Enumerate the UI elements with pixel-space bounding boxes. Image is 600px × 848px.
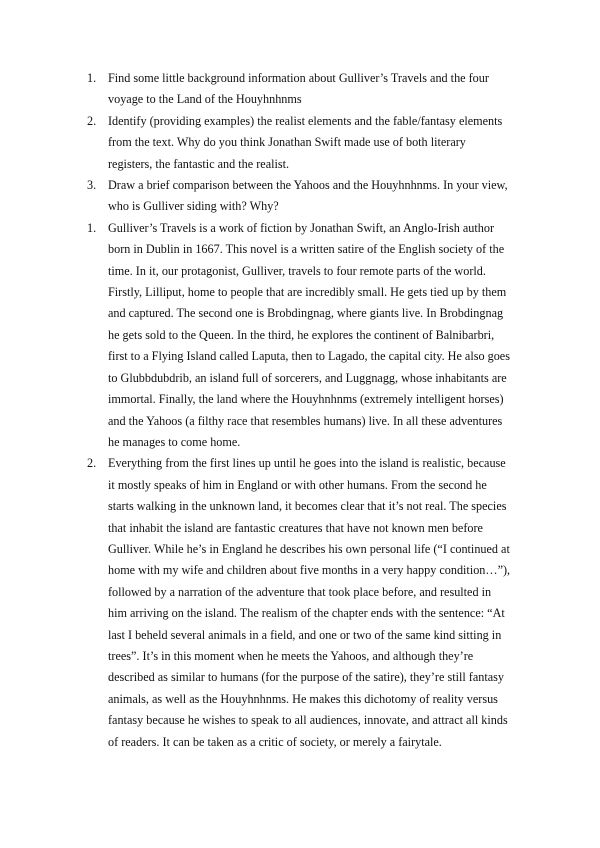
answer-text: Gulliver’s Travels is a work of fiction by Jonathan Swift, an Anglo-Irish author born in Dublin in 1667. This novel is a written satire of the English society of the time. In it, our protagonist, Gulliver, travels to four remote parts of the world. Firstly, Lilliput, home to people that are incredibly small. He gets tied up by them and captured. The second one is Brobdingnag, where giants live. In Brobdingnag he gets sold to the Queen. In the third, he explores the continent of Balnibarbri, first to a Flying Island called Laputa, then to Lagado, the capital city. He also goes to Glubbdubdrib, an island full of sorcerers, and Luggnagg, whose inhabitants are immortal. Finally, the land where the Houyhnhnms (extremely intelligent horses) and the Yahoos (a filthy race that resembles humans) live. In all these adventures he manages to come home.: [108, 220, 510, 449]
question-number: 2.: [87, 113, 97, 128]
question-item: [88, 68, 512, 111]
question-number: 3.: [87, 178, 97, 193]
answer-item: [88, 218, 512, 453]
question-text: Draw a brief comparison between the Yahoos and the Houyhnhnms. In your view, who is Gulliver siding with? Why?: [108, 178, 508, 214]
answers-list: [88, 218, 512, 753]
answer-number: 2.: [87, 456, 97, 471]
question-text: Find some little background information about Gulliver’s Travels and the four voyage to the Land of the Houyhnhnms: [108, 71, 489, 107]
answer-item: [88, 453, 512, 753]
answer-text: Everything from the first lines up until he goes into the island is realistic, because it mostly speaks of him in England or with other humans. From the second he starts walking in the unknown land, it becomes clear that it’s not real. The species that inhabit the island are fantastic creatures that have not known men before Gulliver. While he’s in England he describes his own personal life (“I continued at home with my wife and children about five months in a very happy condition…”), followed by a narration of the adventure that took place before, and resulted in him arriving on the island. The realism of the chapter ends with the sentence: “At last I beheld several animals in a field, and one or two of the same kind sitting in trees”. It’s in this moment when he meets the Yahoos, and although they’re described as similar to humans (for the purpose of the satire), they’re still fantasy animals, as well as the Houyhnhnms. He makes this dichotomy of reality versus fantasy because he wishes to speak to all audiences, innovate, and attract all kinds of readers. It can be taken as a critic of society, or merely a fairytale.: [108, 456, 511, 749]
question-text: Identify (providing examples) the realist elements and the fable/fantasy elements from the text. Why do you think Jonathan Swift made use of both literary registers, the fantastic and the realist.: [108, 113, 503, 171]
answer-number: 1.: [87, 220, 97, 235]
question-number: 1.: [87, 71, 97, 85]
questions-list: [88, 68, 512, 218]
question-item: [88, 175, 512, 218]
question-item: [88, 111, 512, 175]
